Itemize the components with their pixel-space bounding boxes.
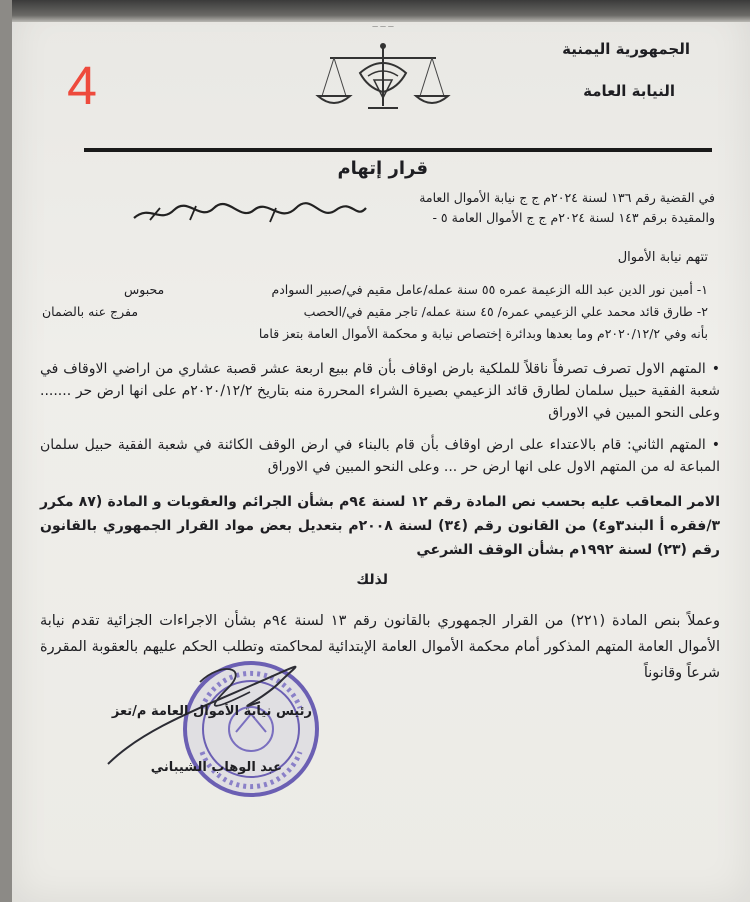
charge-2: •المتهم الثاني: قام بالاعتداء على ارض اوقاف بأن قام بالبناء في ارض الوقف الكائنة في شعبة الفقية حبيل سلمان المباعة له من المتهم الاول على انها ارض حر ... وعلى النحو المبين في الاوراق (40, 437, 720, 475)
prosecution-header: النيابة العامة (583, 82, 675, 100)
document-title: قرار إتهام (337, 158, 428, 179)
document-page (12, 0, 750, 902)
accusing-body: تتهم نيابة الأموال (617, 250, 708, 265)
handwritten-note (130, 200, 370, 226)
svg-text:‎— — —: ‎— — — (372, 23, 394, 30)
charge-intro: بأنه وفي ٢٠٢٠/١٢/٢م وما بعدها وبدائرة إختصاص نيابة و محكمة الأموال العامة بتعز قاما (258, 326, 708, 341)
accused-2: ٢- طارق قائد محمد علي الزعيمي عمره/ ٤٥ سنة عمله/ تاجر مقيم في/الحصب (303, 304, 708, 319)
case-number-line: في القضية رقم ١٣٦ لسنة ٢٠٢٤م ج ج نيابة الأموال العامة (419, 190, 715, 205)
accused-1: ١- أمين نور الدين عبد الله الزعيمة عمره ٥٥ سنة عمله/عامل مقيم في/صبير السوادم (271, 282, 708, 297)
charge-2-text: المتهم الثاني: قام بالاعتداء على ارض اوقاف بأن قام بالبناء في ارض الوقف الكائنة في شعبة الفقية حبيل سلمان المباعة له من المتهم الاول على انها ارض حر ... وعلى النحو المبين في الاوراق (40, 437, 720, 475)
charge-1-text: المتهم الاول تصرف تصرفاً ناقلاً للملكية بارض اوقاف بأن قام ببيع اربعة عشر قصبة عشاري من اراضي الاوقاف في شعبة الفقية حبيل سلمان لطارق قائد الزعيمي بصيرة الشراء المحررة منه بتاريخ ٢٠٢٠/١٢/٢م على انها ارض حر ....... وعلى النحو المبين في الاوراق (40, 361, 720, 421)
scales-of-justice-emblem (308, 18, 458, 118)
signatory-title: رئيس نيابة الأموال العامة م/تعز (111, 704, 312, 719)
accused-2-status: مفرج عنه بالضمان (42, 304, 139, 319)
therefore-heading: لذلك (356, 572, 388, 588)
header-divider (84, 148, 712, 152)
case-registration-line: والمقيدة برقم ١٤٣ لسنة ٢٠٢٤م ج ج الأموال العامة ٥ - (432, 210, 715, 225)
corner-number: 4 (67, 56, 98, 116)
accused-1-status: محبوس (124, 282, 165, 297)
republic-header: الجمهورية اليمنية (562, 40, 690, 58)
charge-1: •المتهم الاول تصرف تصرفاً ناقلاً للملكية بارض اوقاف بأن قام ببيع اربعة عشر قصبة عشاري من اراضي الاوقاف في شعبة الفقية حبيل سلمان لطارق قائد الزعيمي بصيرة الشراء المحررة منه بتاريخ ٢٠٢٠/١٢/٢م على انها ارض حر ....... وعلى النحو المبين في الاوراق (40, 361, 720, 421)
conclusion: وعملاً بنص المادة (٢٢١) من القرار الجمهوري بالقانون رقم ١٣ لسنة ٩٤م بشأن الاجراءات الجزائية تقدم نيابة الأموال العامة المتهم المذكور أمام محكمة الأموال العامة الإبتدائية لمحاكمته وتطلب الحكم عليهم بالعقوبة المقررة شرعاً وقانوناً (40, 613, 720, 681)
legal-basis: الامر المعاقب عليه بحسب نص المادة رقم ١٢ لسنة ٩٤م بشأن الجرائم والعقوبات و المادة (٨٧ مكرر ٣/فقره أ البند٣و٤) من القانون رقم (٣٤) لسنة ٢٠٠٨م بتعديل بعض مواد القرار الجمهوري بالقانون رقم (٢٣) لسنة ١٩٩٢م بشأن الوقف الشرعي (40, 494, 721, 558)
signatory-name: عبد الوهاب الشيباني (150, 760, 282, 775)
